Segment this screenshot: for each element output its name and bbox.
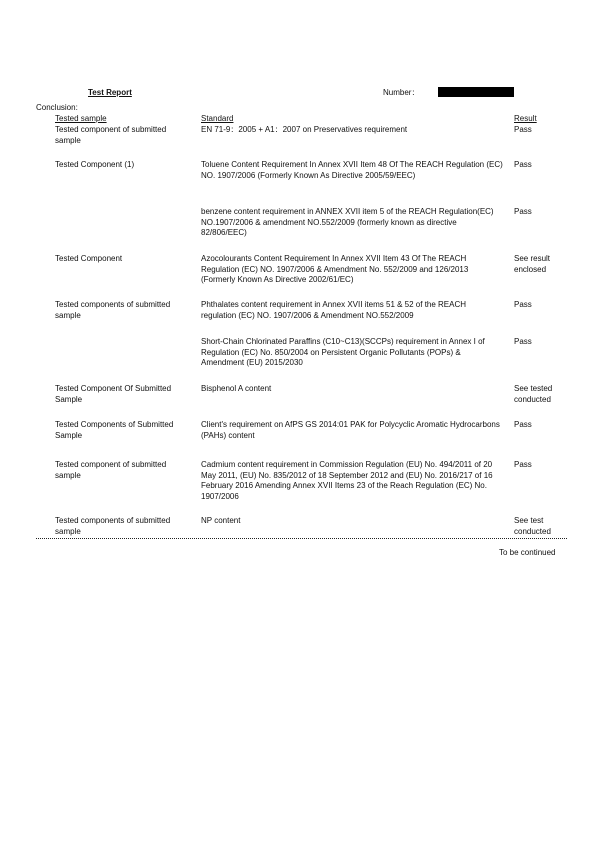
row-sample: Tested Component (55, 254, 123, 263)
row-standard: Toluene Content Requirement In Annex XVII Item 48 Of The REACH Regulation (EC) NO. 1907/2006 (Formerly Known As Directive 2005/59/EEC) (201, 160, 503, 180)
conclusion-label: Conclusion: (36, 103, 78, 112)
row-standard: Cadmium content requirement in Commission Regulation (EU) No. 494/2011 of 20 May 2011, (EU) No. 835/2012 of 18 September 2012 and (EU) No. 2016/217 of 16 February 2016 Amending Annex XVII Items 23 of the Reach Regulation (EC) No. 1907/2006 (201, 460, 493, 501)
row-standard: Azocolourants Content Requirement In Annex XVII Item 43 Of The REACH Regulation (EC) NO. 1907/2006 & Amendment No. 552/2009 and 126/2013 (Formerly Known As Directive 2002/61/EC) (201, 254, 469, 284)
row-standard: Phthalates content requirement in Annex XVII items 51 & 52 of the REACH regulation (EC) NO. 1907/2006 & Amendment NO.552/2009 (201, 300, 467, 320)
row-result: Pass (514, 460, 532, 469)
row-standard: Client's requirement on AfPS GS 2014:01 PAK for Polycyclic Aromatic Hydrocarbons (PAHs) content (201, 420, 500, 440)
row-standard: EN 71-9：2005 + A1：2007 on Preservatives requirement (201, 125, 408, 134)
row-standard: Bisphenol A content (201, 384, 272, 393)
row-sample: Tested Component (1) (55, 160, 135, 169)
row-standard: benzene content requirement in ANNEX XVII item 5 of the REACH Regulation(EC) NO.1907/2006 & amendment NO.552/2009 (formerly known as directive 82/806/EEC) (201, 207, 494, 237)
row-result: Pass (514, 420, 532, 429)
column-header-standard: Standard (201, 114, 234, 123)
row-result: Pass (514, 160, 532, 169)
row-result: Pass (514, 300, 532, 309)
row-result: Pass (514, 207, 532, 216)
row-result: See tested conducted (514, 384, 553, 404)
row-sample: Tested components of submitted sample (55, 516, 171, 536)
redacted-number-block (438, 87, 514, 97)
row-result: See result enclosed (514, 254, 551, 274)
row-result: See test conducted (514, 516, 551, 536)
row-sample: Tested component of submitted sample (55, 125, 167, 145)
row-sample: Tested component of submitted sample (55, 460, 167, 480)
row-sample: Tested Component Of Submitted Sample (55, 384, 172, 404)
report-number-label: Number： (383, 88, 420, 97)
to-be-continued: To be continued (499, 548, 556, 557)
row-result: Pass (514, 337, 532, 346)
column-header-result: Result (514, 114, 537, 123)
row-result: Pass (514, 125, 532, 134)
report-title: Test Report (88, 88, 132, 97)
asterisk-divider (36, 538, 567, 544)
row-standard: Short-Chain Chlorinated Paraffins (C10~C13)(SCCPs) requirement in Annex I of Regulation (EC) No. 850/2004 on Persistent Organic Pollutants (POPs) & Amendment (EU) 2015/2030 (201, 337, 485, 367)
row-sample: Tested components of submitted sample (55, 300, 171, 320)
row-sample: Tested Components of Submitted Sample (55, 420, 174, 440)
column-header-sample: Tested sample (55, 114, 107, 123)
row-standard: NP content (201, 516, 241, 525)
